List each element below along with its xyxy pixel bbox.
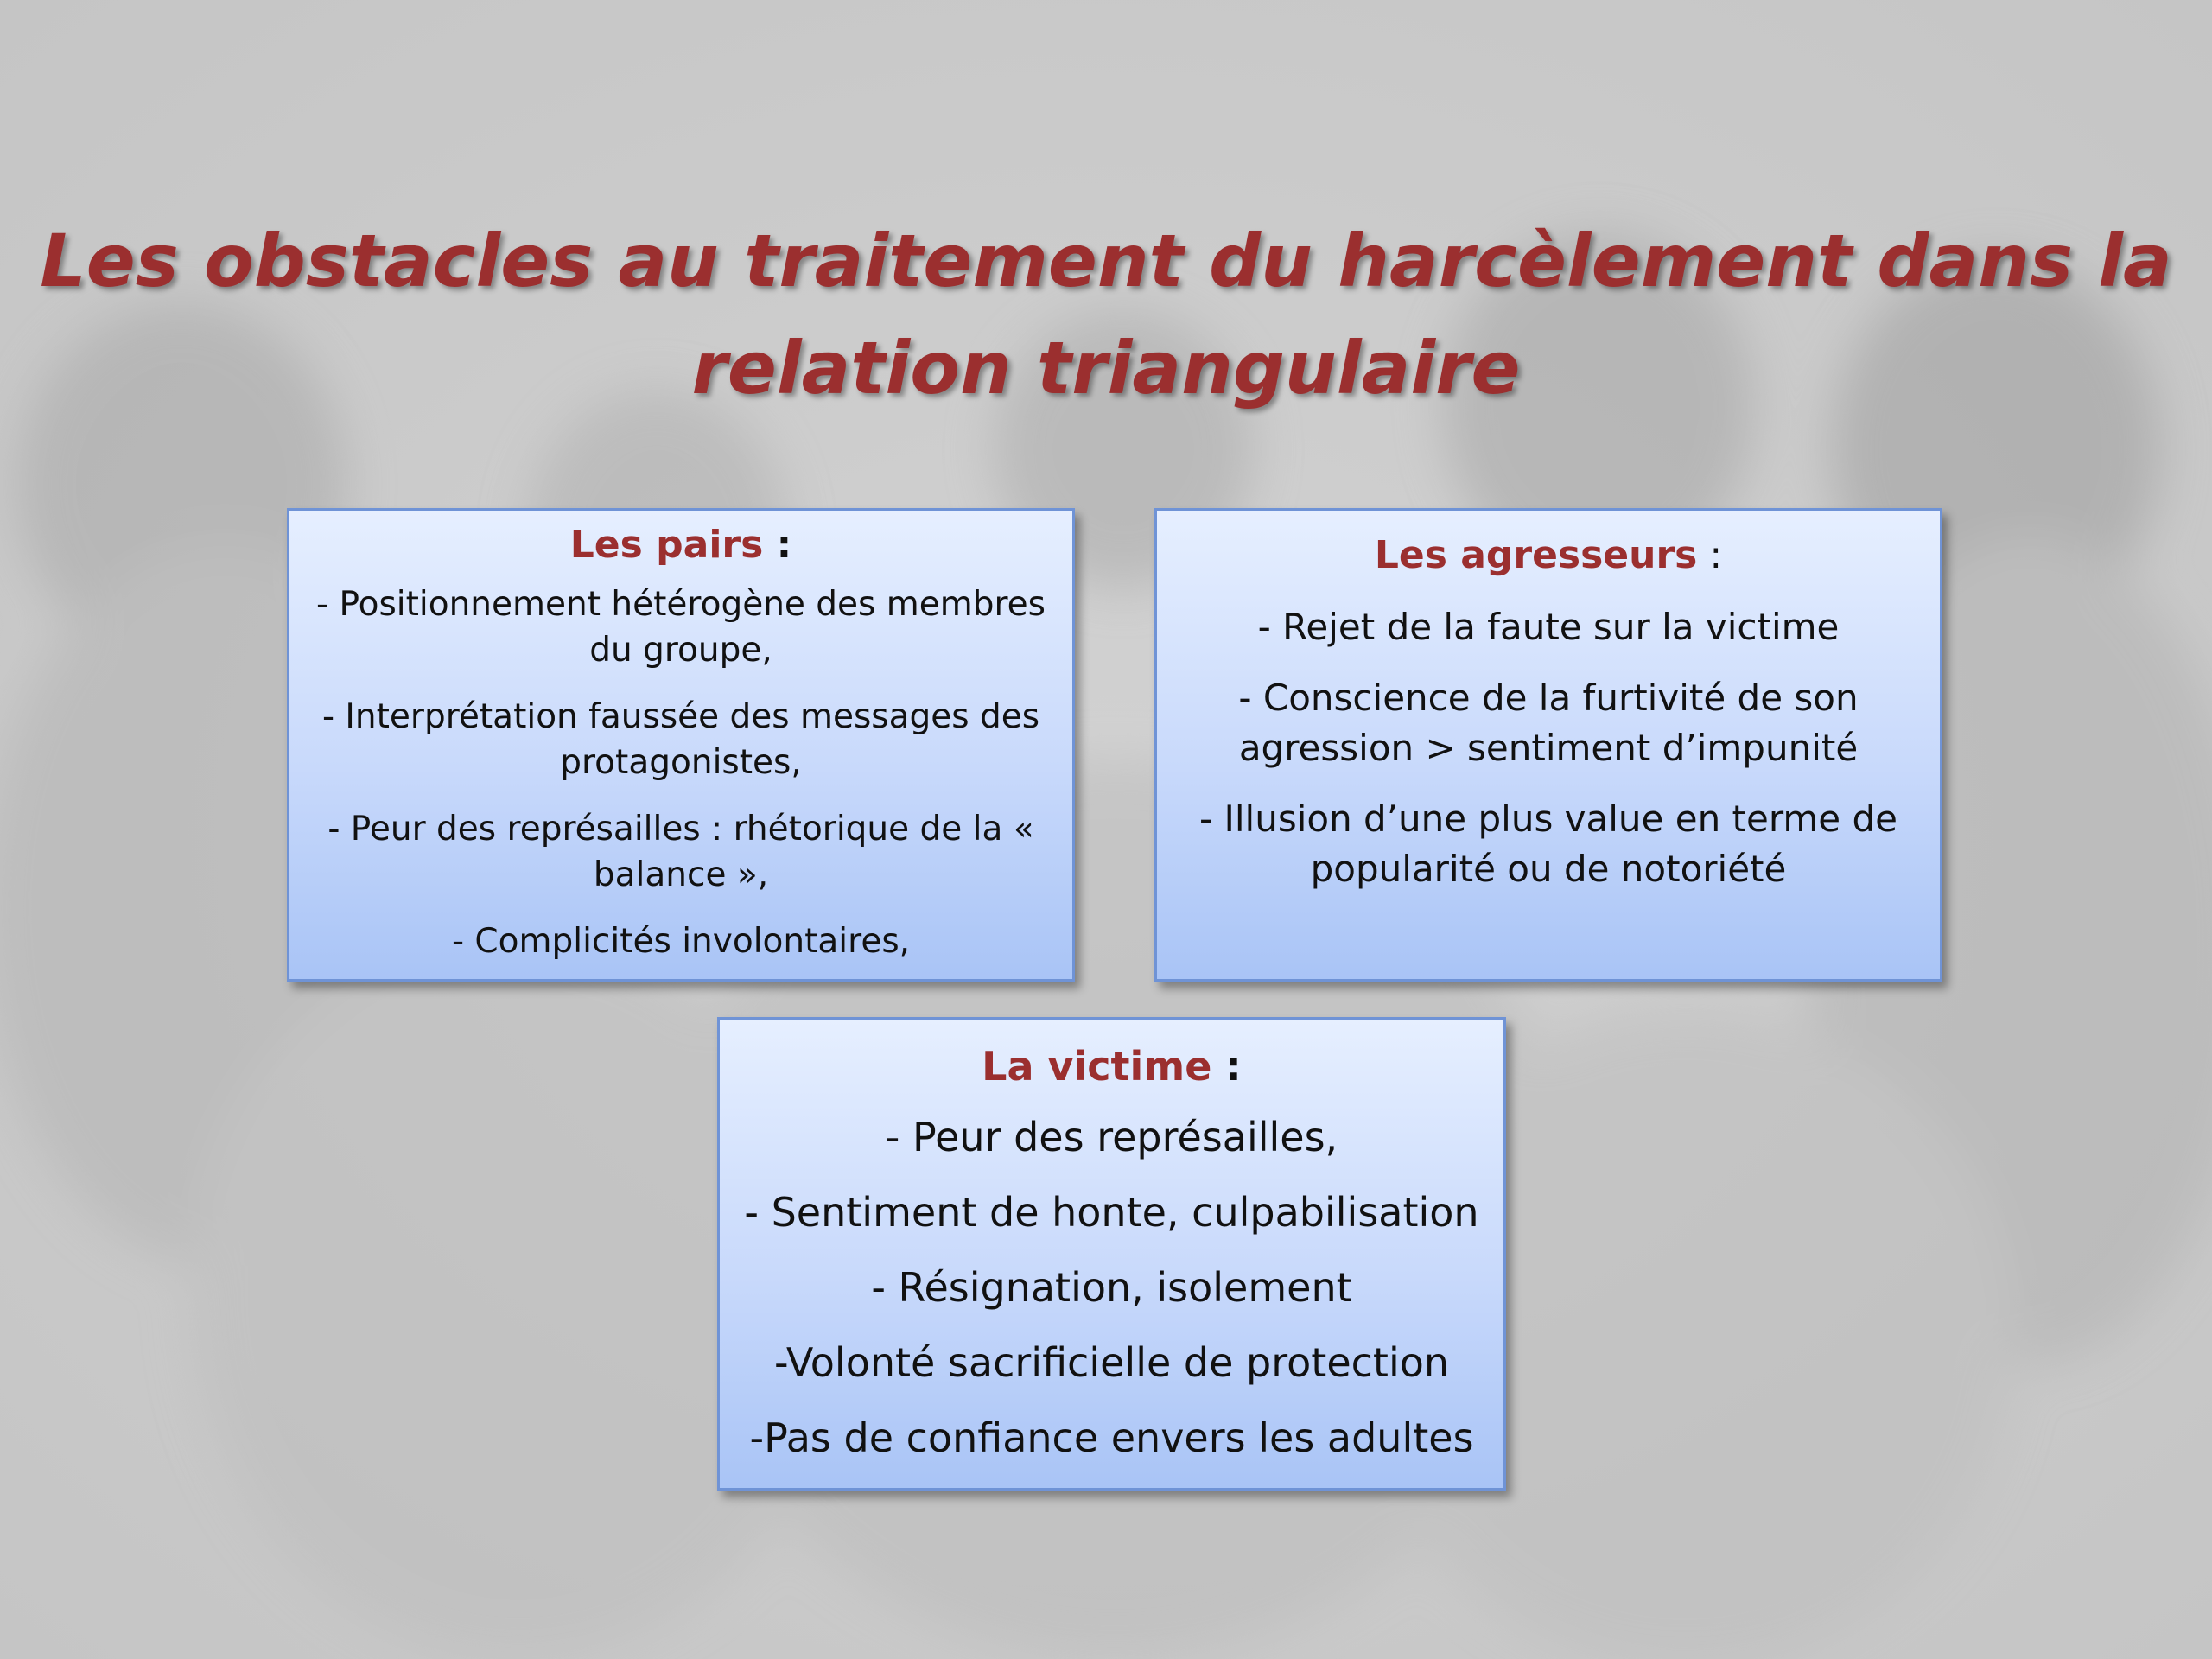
peers-heading bbox=[289, 521, 1072, 569]
aggressors-heading bbox=[1157, 531, 1940, 580]
victim-item-2: - Sentiment de honte, culpabilisation bbox=[744, 1189, 1479, 1236]
aggressors-item-2: - Conscience de la furtivité de son agression > sentiment d’impunité bbox=[1238, 677, 1859, 769]
victim-item-4: -Volonté sacrificielle de protection bbox=[773, 1339, 1450, 1386]
victim-item-1: - Peur des représailles, bbox=[885, 1114, 1338, 1160]
slide-title bbox=[0, 207, 2212, 422]
victim-item-3: - Résignation, isolement bbox=[871, 1264, 1352, 1311]
peers-item-2: - Interprétation faussée des messages des protagonistes, bbox=[321, 697, 1040, 782]
peers-item-1: - Positionnement hétérogène des membres du groupe, bbox=[315, 585, 1046, 670]
victim-box bbox=[717, 1017, 1506, 1491]
peers-item-3: - Peur des représailles : rhétorique de la « balance », bbox=[327, 810, 1034, 894]
slide-title-line-1: Les obstacles au traitement du harcèlement dans la bbox=[40, 219, 2172, 303]
victim-heading-label: La victime bbox=[982, 1043, 1212, 1090]
victim-item-5: -Pas de confiance envers les adultes bbox=[749, 1414, 1474, 1461]
peers-box bbox=[287, 508, 1075, 982]
slide-title-line-2: relation triangulaire bbox=[691, 326, 1521, 410]
peers-heading-colon: : bbox=[763, 523, 792, 567]
aggressors-box bbox=[1154, 508, 1942, 982]
aggressors-heading-colon: : bbox=[1697, 533, 1723, 577]
victim-heading-colon: : bbox=[1211, 1043, 1242, 1090]
victim-heading bbox=[720, 1040, 1503, 1092]
peers-item-4: - Complicités involontaires, bbox=[451, 922, 911, 961]
aggressors-item-3: - Illusion d’une plus value en terme de popularité ou de notoriété bbox=[1198, 798, 1897, 890]
peers-heading-label: Les pairs bbox=[569, 523, 764, 567]
aggressors-item-1: - Rejet de la faute sur la victime bbox=[1257, 606, 1840, 648]
aggressors-heading-label: Les agresseurs bbox=[1374, 533, 1698, 577]
